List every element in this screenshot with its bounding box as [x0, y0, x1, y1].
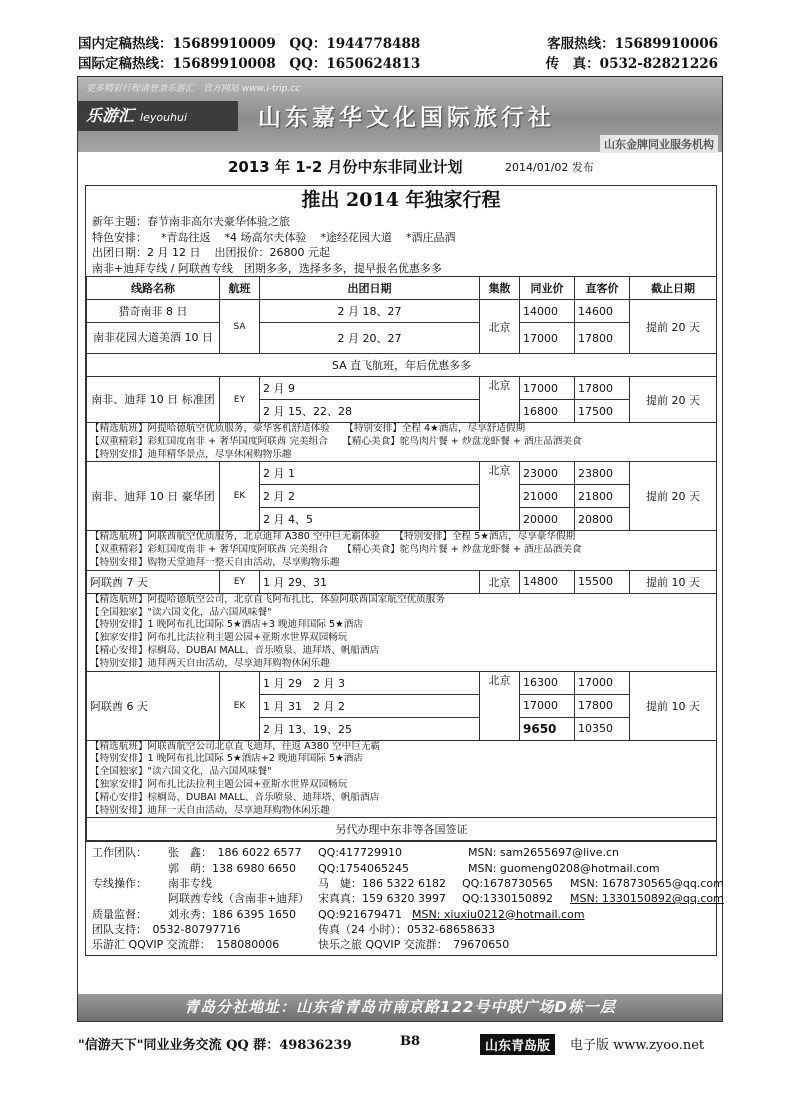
- contact-line: 郭 萌：138 6980 6650 QQ:1754065245 MSN: guomeng0208@hotmail.com: [168, 861, 660, 875]
- service-phone: 15689910006: [614, 36, 718, 52]
- plan-title: 2013 年 1-2 月份中东非同业计划: [228, 158, 463, 176]
- contacts-block: [86, 841, 724, 955]
- domestic-qq: 1944778488: [326, 36, 421, 52]
- qq-group: "信游天下"同业业务交流 QQ 群：49836239: [78, 1038, 352, 1053]
- sa-notice-row: SA 直飞航班，年后优惠多多: [87, 354, 717, 377]
- feature-row: 【精选航班】阿联酋航空公司北京直飞迪拜，往返 A380 空中巨无霸 【特别安排】1 晚阿布扎比国际 5★酒店+2 晚迪拜国际 5★酒店 【全国独家】"读六国文化，品六国风味餐" 【独家安排】阿布扎比法拉利主题公园+亚斯水世界双园畅玩 【精心安排】棕榈岛、DUBAI MALL、音乐喷泉、迪拜塔、帆船酒店 【特别安排】迪拜一天自由活动，尽享迪拜购物休闲乐趣: [87, 740, 717, 818]
- table-row: 2 月 2 21000 21800: [87, 485, 717, 508]
- intl-qq: 1650624813: [326, 56, 421, 72]
- contact-line: 阿联酋专线（含南非+迪拜） 宋真真：159 6320 3997 QQ:1330150892 MSN: 1330150892@qq.com: [168, 892, 724, 906]
- contact-line: 工作团队： 张 鑫： 186 6022 6577 QQ:417729910 MSN: sam2655697@live.cn: [92, 846, 619, 860]
- company-banner: [78, 77, 722, 152]
- table-row: 2 月 4、5 20000 20800: [87, 508, 717, 531]
- page-footer: [78, 1031, 722, 1053]
- intro-block: [86, 214, 716, 276]
- company-slogan: 山东金牌同业服务机构: [600, 135, 718, 153]
- company-name: 山东嘉华文化国际旅行社: [258, 104, 555, 131]
- hotline-row-domestic: 国内定稿热线：15689910009 QQ：1944778488 客服热线：15689910006: [78, 36, 718, 52]
- feature-row: 【精选航班】阿提哈德航空公司，北京直飞阿布扎比，体验阿联酋国家航空优质服务 【全国独家】"读六国文化，品六国风味餐" 【特别安排】1 晚阿布扎比国际 5★酒店+3 晚迪拜国际 5★酒店 【独家安排】阿布扎比法拉利主题公园+亚斯水世界双园畅玩 【精心安排】棕榈岛、DUBAI MALL、音乐喷泉、迪拜塔、帆船酒店 【特别安排】迪拜两天自由活动，尽享迪拜购物休闲乐趣: [87, 593, 717, 671]
- intro-promo: 南非+迪拜专线 / 阿联酋专线 团期多多，选择多多，提早报名优惠多多: [92, 261, 442, 275]
- intro-features: 特色安排： *青岛往返 *4 场高尔夫体验 *途经花园大道 *酒庄品酒: [92, 230, 456, 244]
- table-header-row: 线路名称 航班 出团日期 集散 同业价 直客价 截止日期: [87, 277, 717, 300]
- headline: 推出 2014 年独家行程: [301, 189, 501, 211]
- contact-line: 专线操作： 南非专线 马 婕：186 5322 6182 QQ:1678730565 MSN: 1678730565@qq.com: [92, 876, 724, 890]
- table-row: 南非、迪拜 10 日 标准团 EY 2 月 9 北京 17000 17800 提前 20 天: [87, 377, 717, 400]
- branch-address: 青岛分社地址：山东省青岛市南京路122号中联广场D栋一层: [78, 994, 722, 1021]
- contact-line: 团队支持： 0532-80797716 传真（24 小时）：0532-68658633: [92, 922, 495, 936]
- intro-theme: 新年主题：春节南非高尔夫豪华体验之旅: [92, 215, 290, 228]
- itinerary-table: [86, 276, 717, 841]
- table-row: 阿联酋 6 天 EK 1 月 29 2 月 3 北京 16300 17000 提前 10 天: [87, 671, 717, 694]
- table-row: 南非、迪拜 10 日 豪华团 EK 2 月 1 北京 23000 23800 提前 20 天: [87, 462, 717, 485]
- website-link[interactable]: 电子版 www.zyoo.net: [570, 1038, 705, 1053]
- contact-line: 质量监督： 刘永秀：186 6395 1650 QQ:921679471 MSN: xiuxiu0212@hotmail.com: [92, 907, 585, 921]
- hotline-row-intl: 国际定稿热线：15689910008 QQ：1650624813 传 真：0532-82821226: [78, 56, 718, 72]
- table-row: 1 月 31 2 月 2 17000 17800: [87, 694, 717, 717]
- banner-tagline: 更多精彩行程请登录乐游汇 官方网站 www.i-trip.cc: [86, 84, 301, 94]
- page-number: B8: [400, 1034, 421, 1049]
- feature-row: 【精选航班】阿提哈德航空优质服务，豪华客机舒适体验 【特别安排】全程 4★酒店，尽享舒适假期 【双重精彩】彩虹国度南非 + 奢华国度阿联酋 完美组合 【精心美食】鸵鸟肉片餐 + 炒盘龙虾餐 + 酒庄品酒美食 【特别安排】迪拜精华景点，尽享休闲购物乐趣: [87, 423, 717, 462]
- table-row: 南非花园大道美酒 10 日 2 月 20、27 17000 17800: [87, 323, 717, 354]
- feature-row: 【精选航班】阿联酋航空优质服务，北京迪拜 A380 空中巨无霸体验 【特别安排】全程 5★酒店，尽享豪华假期 【双重精彩】彩虹国度南非 + 奢华国度阿联酋 完美组合 【精心美食】鸵鸟肉片餐 + 炒盘龙虾餐 + 酒庄品酒美食 【特别安排】购物天堂迪拜一整天自由活动，尽享购物乐趣: [87, 531, 717, 570]
- intl-phone: 15689910008: [172, 56, 276, 72]
- hotlines-header: [78, 32, 728, 72]
- brand-logo: 乐游汇 leyouhui: [78, 101, 238, 131]
- advert-frame: [77, 76, 723, 1022]
- publish-date: 2014/01/02 发布: [505, 161, 594, 174]
- itinerary-box: [85, 185, 724, 956]
- table-row: 猎奇南非 8 日 SA 2 月 18、27 北京 14000 14600 提前 20 天: [87, 300, 717, 323]
- fax-number: 0532-82821226: [599, 56, 718, 72]
- edition-label: 山东青岛版: [480, 1034, 555, 1055]
- visa-notice-row: 另代办理中东非等各国签证: [87, 818, 717, 841]
- table-row: 阿联酋 7 天 EY 1 月 29、31 北京 14800 15500 提前 10 天: [87, 570, 717, 593]
- table-row: 2 月 13、19、25 9650 10350: [87, 717, 717, 740]
- contact-line: 乐游汇 QQVIP 交流群： 158080006 快乐之旅 QQVIP 交流群： 79670650: [92, 938, 510, 952]
- intro-departure: 出团日期：2 月 12 日 出团报价：26800 元起: [92, 246, 330, 259]
- domestic-phone: 15689910009: [172, 36, 276, 52]
- table-row: 2 月 15、22、28 16800 17500: [87, 400, 717, 423]
